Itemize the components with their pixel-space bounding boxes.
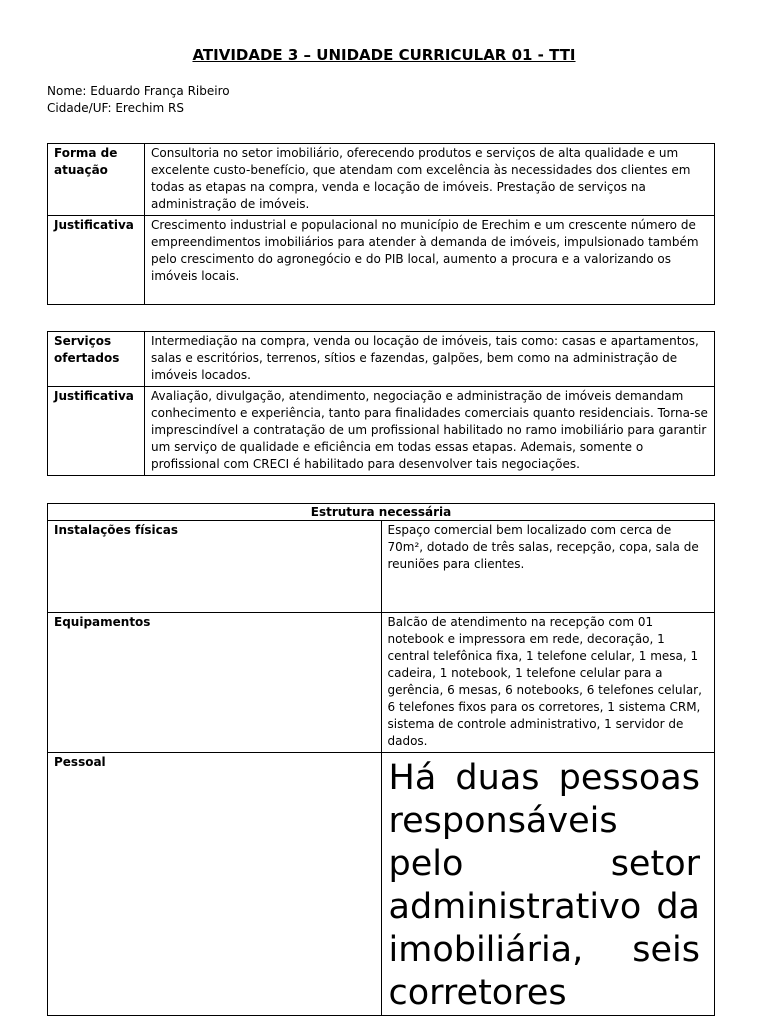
row-label: Pessoal	[48, 753, 382, 1016]
table-servicos	[47, 331, 715, 476]
table-row	[48, 753, 715, 1016]
document-title: ATIVIDADE 3 – UNIDADE CURRICULAR 01 - TTI	[192, 46, 576, 64]
table-row	[48, 144, 715, 216]
cidade-line: Cidade/UF: Erechim RS	[47, 101, 184, 115]
row-text-large: Há duas pessoas responsáveis pelo setor administrativo da imobiliária, seis corretores	[381, 753, 715, 1016]
row-label: Justificativa	[48, 216, 145, 305]
nome-line: Nome: Eduardo França Ribeiro	[47, 84, 230, 98]
table-header: Estrutura necessária	[48, 504, 715, 521]
table-atuacao	[47, 143, 715, 305]
table-header-row	[48, 504, 715, 521]
row-text: Crescimento industrial e populacional no município de Erechim e um crescente número de empreendimentos imobiliários para atender à demanda de imóveis, impulsionado também pelo crescimento do agronegócio e do PIB local, aumento a procura e a valorizando os imóveis locais.	[145, 216, 715, 305]
table-row	[48, 332, 715, 387]
row-text: Balcão de atendimento na recepção com 01 notebook e impressora em rede, decoração, 1 central telefônica fixa, 1 telefone celular, 1 mesa, 1 cadeira, 1 notebook, 1 telefone celular para a gerência, 6 mesas, 6 notebooks, 6 telefones celular, 6 telefones fixos para os corretores, 1 sistema CRM, sistema de controle administrativo, 1 servidor de dados.	[381, 613, 715, 753]
table-row	[48, 613, 715, 753]
row-text: Espaço comercial bem localizado com cerca de 70m², dotado de três salas, recepção, copa, sala de reuniões para clientes.	[381, 521, 715, 613]
table-row	[48, 521, 715, 613]
row-label: Justificativa	[48, 387, 145, 476]
row-label: Instalações físicas	[48, 521, 382, 613]
row-label: Forma de atuação	[48, 144, 145, 216]
row-text: Intermediação na compra, venda ou locação de imóveis, tais como: casas e apartamentos, salas e escritórios, terrenos, sítios e fazendas, galpões, bem como na administração de imóveis locados.	[145, 332, 715, 387]
table-row	[48, 387, 715, 476]
table-estrutura	[47, 503, 715, 1016]
table-row	[48, 216, 715, 305]
row-label: Equipamentos	[48, 613, 382, 753]
row-text: Consultoria no setor imobiliário, oferecendo produtos e serviços de alta qualidade e um excelente custo-benefício, que atendam com excelência às necessidades dos clientes em todas as etapas na compra, venda e locação de imóveis. Prestação de serviços na administração de imóveis.	[145, 144, 715, 216]
row-text: Avaliação, divulgação, atendimento, negociação e administração de imóveis demandam conhecimento e experiência, tanto para finalidades comerciais quanto residenciais. Torna-se imprescindível a contratação de um profissional habilitado no ramo imobiliário para garantir um serviço de qualidade e eficiência em todas essas etapas. Ademais, somente o profissional com CRECI é habilitado para desenvolver tais negociações.	[145, 387, 715, 476]
row-label: Serviços ofertados	[48, 332, 145, 387]
